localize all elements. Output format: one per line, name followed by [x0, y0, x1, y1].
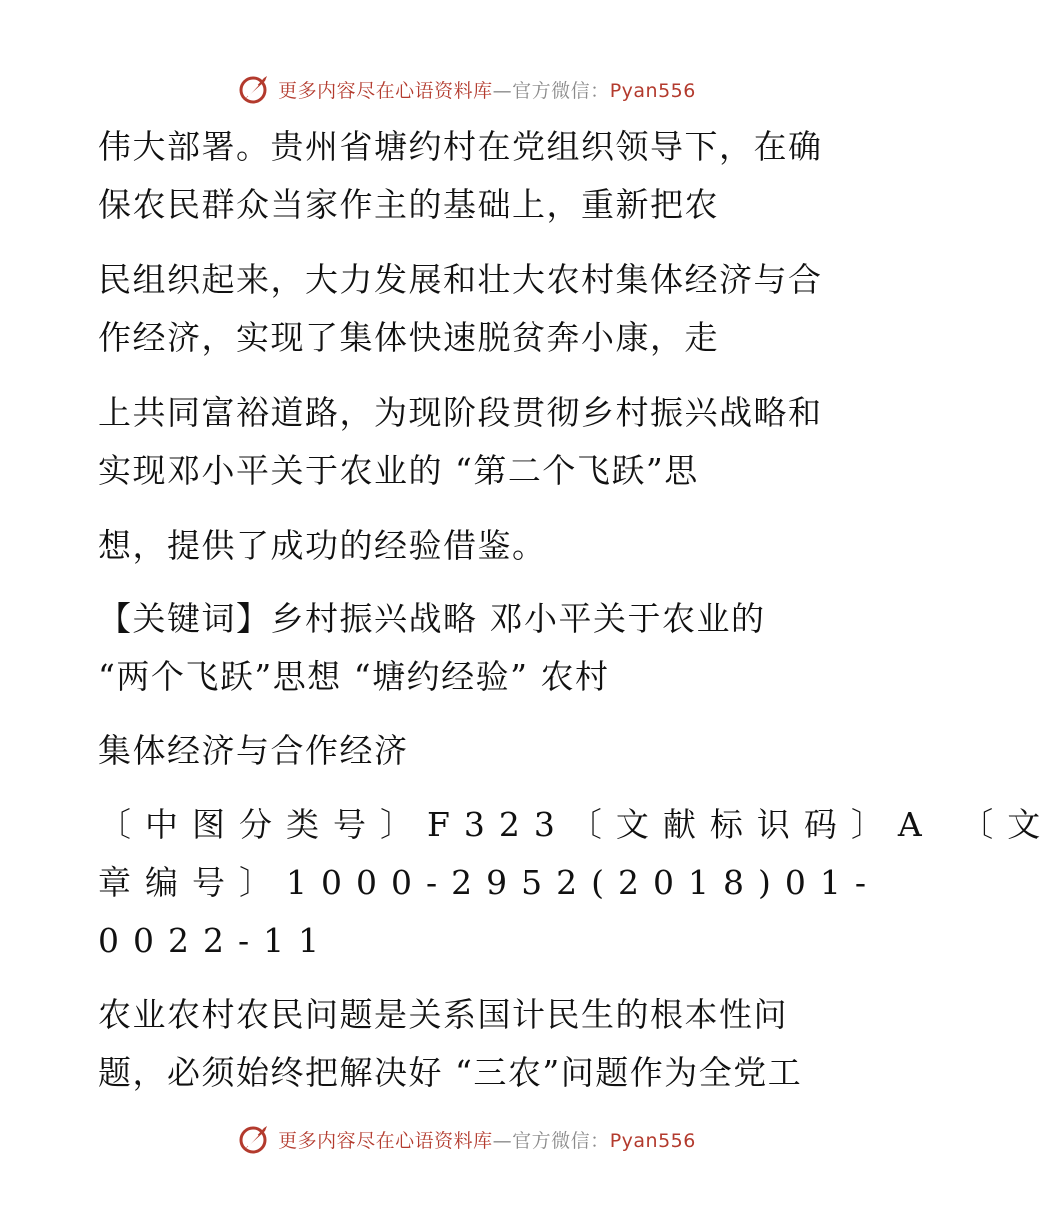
classification-line: 0022-11 — [98, 921, 334, 960]
header-watermark — [0, 72, 950, 106]
text-line: 实现邓小平关于农业的 “第二个飞跃”思 — [98, 451, 699, 490]
text-line: 伟大部署。贵州省塘约村在党组织领导下，在确 — [98, 127, 823, 166]
classification-line: 〔中图分类号〕F323〔文献标识码〕A 〔文 — [98, 805, 1054, 844]
quill-logo-icon — [238, 1122, 272, 1156]
text-line: 保农民群众当家作主的基础上，重新把农 — [98, 185, 719, 224]
text-line: 作经济，实现了集体快速脱贫奔小康，走 — [98, 318, 719, 357]
text-line: 上共同富裕道路，为现阶段贯彻乡村振兴战略和 — [98, 393, 823, 432]
keywords-line: “两个飞跃”思想 “塘约经验” 农村 — [98, 657, 610, 696]
text-line: 民组织起来，大力发展和壮大农村集体经济与合 — [98, 260, 823, 299]
text-line: 题，必须始终把解决好 “三农”问题作为全党工 — [98, 1053, 803, 1092]
footer-watermark — [0, 1122, 950, 1156]
quill-logo-icon — [238, 72, 272, 106]
classification-line: 章编号〕1000-2952(2018)01- — [98, 863, 880, 902]
keywords-line: 集体经济与合作经济 — [98, 731, 409, 770]
text-line: 想，提供了成功的经验借鉴。 — [98, 526, 547, 565]
keywords-line: 【关键词】乡村振兴战略 邓小平关于农业的 — [98, 599, 766, 638]
text-line: 农业农村农民问题是关系国计民生的根本性问 — [98, 995, 788, 1034]
watermark-text: 更多内容尽在心语资料库—官方微信：Pyan556 — [278, 79, 696, 102]
watermark-text: 更多内容尽在心语资料库—官方微信：Pyan556 — [278, 1129, 696, 1152]
